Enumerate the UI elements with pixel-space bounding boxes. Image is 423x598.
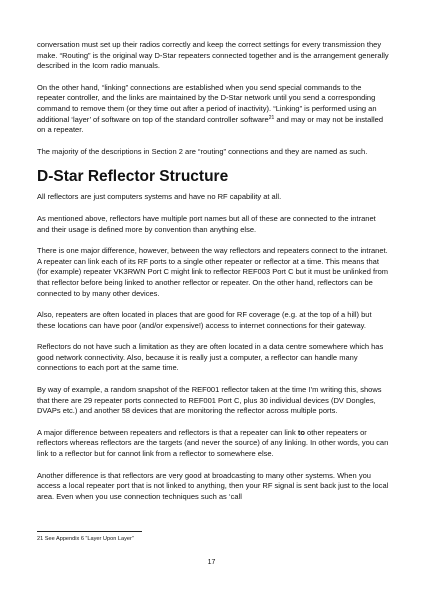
- paragraph-ref001-example: By way of example, a random snapshot of the REF001 reflector taken at the time I’m writing this, shows that there are 29 repeater ports connected to REF001 Port C, plus 30 individual devices (DV Dongles, DVAPs etc.) and another 58 devices that are monitoring the reflector across multiple ports.: [37, 385, 382, 416]
- section-heading: D-Star Reflector Structure: [37, 168, 229, 186]
- footnote-reference[interactable]: 21: [268, 114, 275, 121]
- footnote-divider: [37, 531, 142, 532]
- paragraph-reflector-locations: Reflectors do not have such a limitation as they are often located in a data centre somewhere which has good network connectivity. Also, because it is really just a computer, a reflector can handle many connections to each port at the same time.: [37, 342, 384, 373]
- paragraph-section-note: The majority of the descriptions in Section 2 are “routing” connections and they are named as such.: [37, 146, 368, 156]
- emphasis-to: to: [297, 427, 305, 437]
- paragraph-linking-direction-tail: other repeaters or reflectors whereas reflectors are the targets (and never the source) of any linking. In other words, you can link to a reflector but for cannot link from a reflector to somewhere else.: [37, 427, 389, 459]
- paragraph-linking-tail: and may or may not be installed on a repeater.: [37, 114, 384, 135]
- paragraph-linking: [37, 83, 389, 136]
- paragraph-linking-direction: [37, 428, 389, 460]
- paragraph-major-difference: There is one major difference, however, between the way reflectors and repeaters connect to the intranet. A repeater can link each of its RF ports to a single other repeater or reflector at a time. This means that (for example) repeater VK3RWN Port C might link to reflector REF003 Port C but it must be unlinked from that reflector before being linked to another reflector or repeater. On the other hand, reflectors can be connected to by many other devices.: [37, 246, 389, 298]
- paragraph-repeater-locations: Also, repeaters are often located in places that are good for RF coverage (e.g. at the top of a hill) but these locations can have poor (and/or expensive!) access to internet connections for their gateway.: [37, 310, 372, 330]
- paragraph-broadcasting: Another difference is that reflectors are very good at broadcasting to many other systems. When you access a local repeater port that is not linked to anything, then your RF signal is sent back just to the local area. Even when you use connection techniques such as ‘call: [37, 470, 389, 501]
- page-body: [37, 40, 389, 513]
- paragraph-port-names: As mentioned above, reflectors have multiple port names but all of these are connected to the intranet and their usage is defined more by convention than anything else.: [37, 213, 376, 234]
- paragraph-reflectors-computers: All reflectors are just computers systems and have no RF capability at all.: [37, 192, 282, 202]
- paragraph-routing-intro: conversation must set up their radios correctly and keep the correct settings for every transmission they make. “Routing” is the original way D-Star repeaters connected together and is the arrangement generally described in the Icom radio manuals.: [37, 40, 389, 71]
- page-number: 17: [207, 559, 216, 566]
- footnote: 21 See Appendix 6 “Layer Upon Layer”: [37, 536, 134, 542]
- paragraph-linking-direction-text: A major difference between repeaters and reflectors is that a repeater can link: [37, 427, 298, 437]
- paragraph-linking-text: On the other hand, “linking” connections are established when you send special commands to the repeater controller, and the links are maintained by the D-Star network until you send a corresponding command to remove them (or they time out after a period of inactivity). “Linking” is performed using an additional ‘layer’ of software on top of the standard controller software: [37, 82, 377, 124]
